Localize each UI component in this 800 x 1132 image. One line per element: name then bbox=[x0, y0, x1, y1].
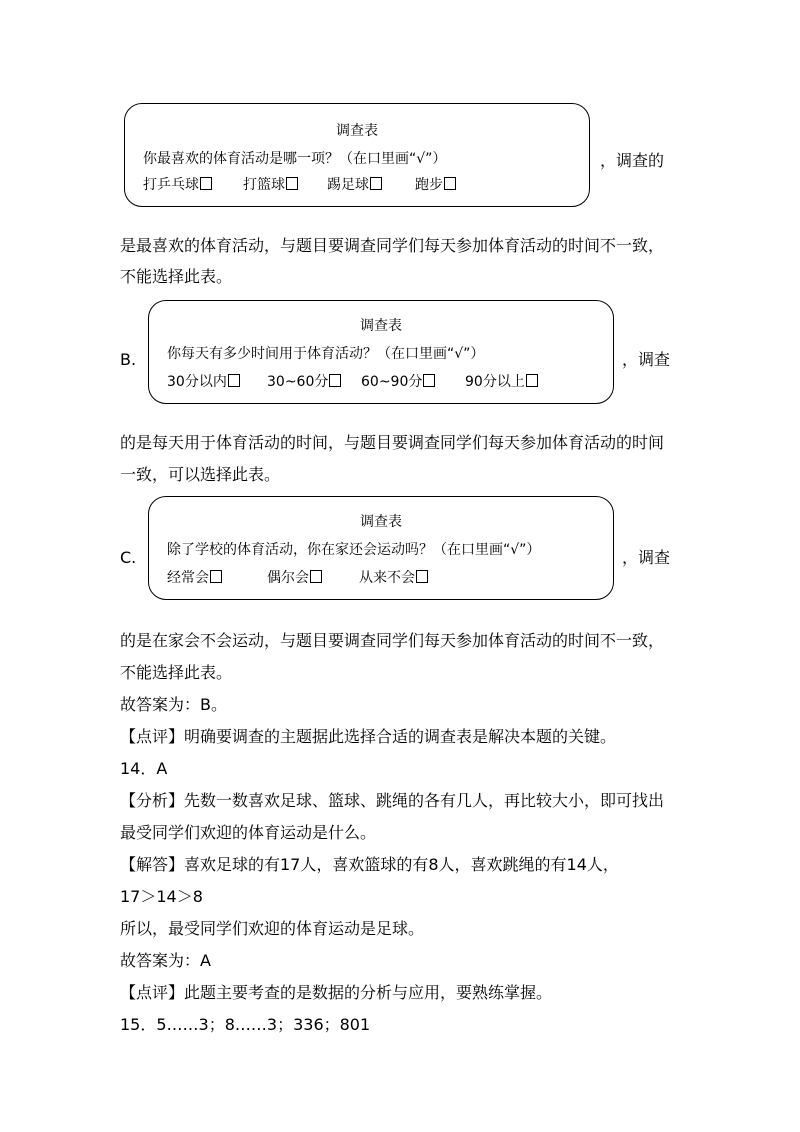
survey-option: 打篮球 bbox=[243, 176, 298, 194]
survey-option: 打乒乓球 bbox=[143, 176, 212, 194]
survey-title: 调查表 bbox=[336, 123, 378, 139]
checkbox-square bbox=[423, 374, 435, 387]
survey-b-trailing: ，调查 bbox=[622, 350, 671, 369]
solution-line: 【解答】喜欢足球的有17人，喜欢篮球的有8人，喜欢跳绳的有14人， bbox=[120, 855, 619, 874]
paragraph-line: 是最喜欢的体育活动，与题目要调查同学们每天参加体育活动的时间不一致， bbox=[120, 236, 665, 255]
answer-14: 故答案为：A bbox=[120, 951, 211, 970]
checkbox-square bbox=[329, 374, 341, 387]
survey-option: 30~60分 bbox=[267, 373, 341, 391]
survey-option: 从来不会 bbox=[359, 569, 428, 587]
checkbox-square bbox=[228, 374, 240, 387]
comment-13: 【点评】明确要调查的主题据此选择合适的调查表是解决本题的关键。 bbox=[120, 727, 617, 746]
survey-option: 踢足球 bbox=[327, 176, 382, 194]
analysis-line: 【分析】先数一数喜欢足球、篮球、跳绳的各有几人，再比较大小，即可找出 bbox=[120, 791, 665, 810]
survey-option: 偶尔会 bbox=[267, 569, 322, 587]
checkbox-square bbox=[416, 570, 428, 583]
survey-question: 除了学校的体育活动，你在家还会运动吗？（在口里画“√”） bbox=[167, 542, 541, 558]
question-14-header: 14．A bbox=[120, 759, 168, 778]
analysis-line: 最受同学们欢迎的体育运动是什么。 bbox=[120, 823, 377, 842]
survey-table-c bbox=[148, 496, 614, 600]
survey-table-b bbox=[148, 300, 614, 404]
option-label-c: C. bbox=[120, 548, 137, 567]
checkbox-square bbox=[310, 570, 322, 583]
survey-option: 90分以上 bbox=[465, 373, 538, 391]
survey-option: 60~90分 bbox=[361, 373, 435, 391]
survey-table-a bbox=[124, 103, 590, 207]
checkbox-square bbox=[526, 374, 538, 387]
paragraph-line: 的是每天用于体育活动的时间，与题目要调查同学们每天参加体育活动的时间 bbox=[120, 433, 665, 452]
survey-title: 调查表 bbox=[360, 514, 402, 530]
checkbox-square bbox=[370, 177, 382, 190]
checkbox-square bbox=[200, 177, 212, 190]
checkbox-square bbox=[286, 177, 298, 190]
paragraph-line: 一致，可以选择此表。 bbox=[120, 465, 281, 484]
paragraph-line: 不能选择此表。 bbox=[120, 267, 233, 286]
survey-question: 你最喜欢的体育活动是哪一项？（在口里画“√”） bbox=[143, 151, 447, 167]
survey-option: 经常会 bbox=[167, 569, 222, 587]
survey-option: 跑步 bbox=[415, 176, 456, 194]
survey-c-trailing: ，调查 bbox=[622, 548, 671, 567]
paragraph-line: 的是在家会不会运动，与题目要调查同学们每天参加体育活动的时间不一致， bbox=[120, 631, 665, 650]
survey-question: 你每天有多少时间用于体育活动？（在口里画“√”） bbox=[167, 346, 485, 362]
conclusion-line: 所以，最受同学们欢迎的体育运动是足球。 bbox=[120, 919, 425, 938]
survey-title: 调查表 bbox=[360, 318, 402, 334]
survey-option: 30分以内 bbox=[167, 373, 240, 391]
paragraph-line: 不能选择此表。 bbox=[120, 663, 233, 682]
answer-13: 故答案为：B。 bbox=[120, 695, 227, 714]
checkbox-square bbox=[444, 177, 456, 190]
checkbox-square bbox=[210, 570, 222, 583]
comparison-line: 17＞14＞8 bbox=[120, 887, 203, 906]
survey-a-trailing: ，调查的 bbox=[600, 151, 665, 170]
comment-14: 【点评】此题主要考查的是数据的分析与应用，要熟练掌握。 bbox=[120, 983, 553, 1002]
option-label-b: B. bbox=[120, 350, 137, 369]
question-15-header: 15．5……3；8……3；336；801 bbox=[120, 1015, 371, 1034]
